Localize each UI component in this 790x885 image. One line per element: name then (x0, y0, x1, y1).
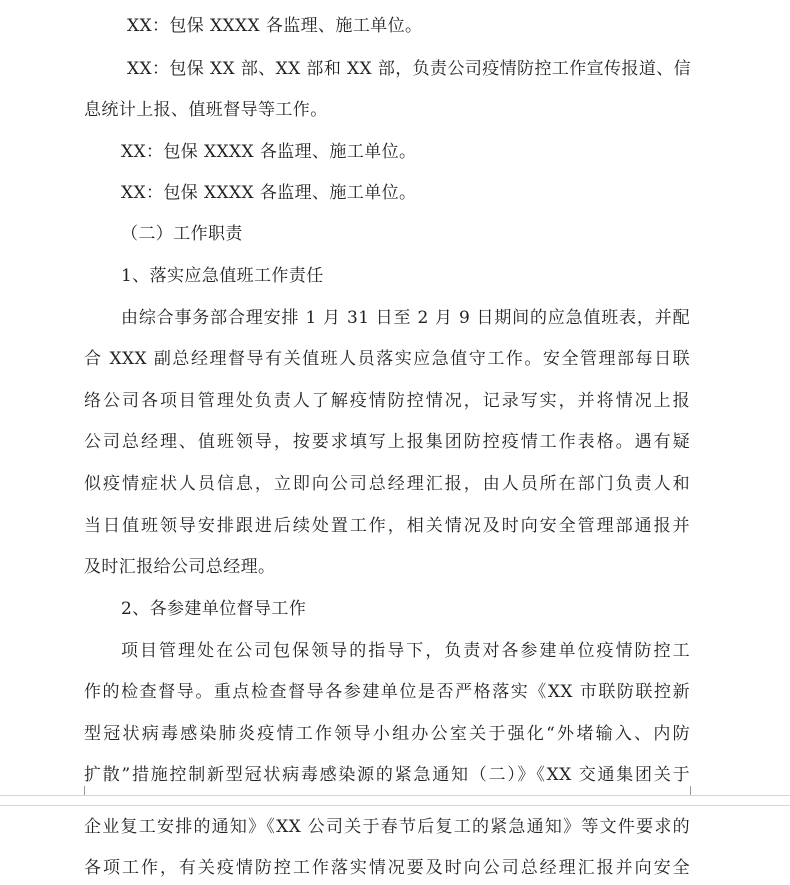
page-break (0, 795, 790, 806)
paragraph-line: 由综合事务部合理安排 1 月 31 日至 2 月 9 日期间的应急值班表，并配 (121, 308, 690, 328)
paragraph-line: 项目管理处在公司包保领导的指导下，负责对各参建单位疫情防控工 (121, 641, 690, 661)
paragraph-line: XX：包保 XXXX 各监理、施工单位。 (121, 183, 417, 203)
paragraph-line: 扩散”措施控制新型冠状病毒感染源的紧急通知（二）》《XX 交通集团关于 (84, 765, 690, 785)
paragraph-line: 各项工作，有关疫情防控工作落实情况要及时向公司总经理汇报并向安全 (84, 858, 690, 878)
paragraph-line: XX：包保 XX 部、XX 部和 XX 部，负责公司疫情防控工作宣传报道、信 (127, 59, 692, 79)
paragraph-line: XX：包保 XXXX 各监理、施工单位。 (127, 16, 423, 36)
document-page-2 (0, 806, 790, 885)
paragraph-line: 息统计上报、值班督导等工作。 (84, 100, 328, 120)
paragraph-line: 似疫情症状人员信息，立即向公司总经理汇报，由人员所在部门负责人和 (84, 474, 690, 494)
paragraph-line: 型冠状病毒感染肺炎疫情工作领导小组办公室关于强化“外堵输入、内防 (84, 724, 690, 744)
paragraph-line: 公司总经理、值班领导，按要求填写上报集团防控疫情工作表格。遇有疑 (84, 432, 690, 452)
paragraph-line: 及时汇报给公司总经理。 (84, 557, 276, 577)
paragraph-line: 企业复工安排的通知》《XX 公司关于春节后复工的紧急通知》等文件要求的 (84, 817, 690, 837)
paragraph-line: 合 XXX 副总经理督导有关值班人员落实应急值守工作。安全管理部每日联 (84, 349, 690, 369)
section-heading: （二）工作职责 (121, 224, 243, 244)
paragraph-line: XX：包保 XXXX 各监理、施工单位。 (121, 142, 417, 162)
paragraph-line: 络公司各项目管理处负责人了解疫情防控情况，记录写实，并将情况上报 (84, 391, 690, 411)
paragraph-line: 作的检查督导。重点检查督导各参建单位是否严格落实《XX 市联防联控新 (84, 682, 690, 702)
subsection-heading: 1、落实应急值班工作责任 (121, 266, 324, 286)
paragraph-line: 当日值班领导安排跟进后续处置工作，相关情况及时向安全管理部通报并 (84, 516, 690, 536)
subsection-heading: 2、各参建单位督导工作 (121, 599, 307, 619)
